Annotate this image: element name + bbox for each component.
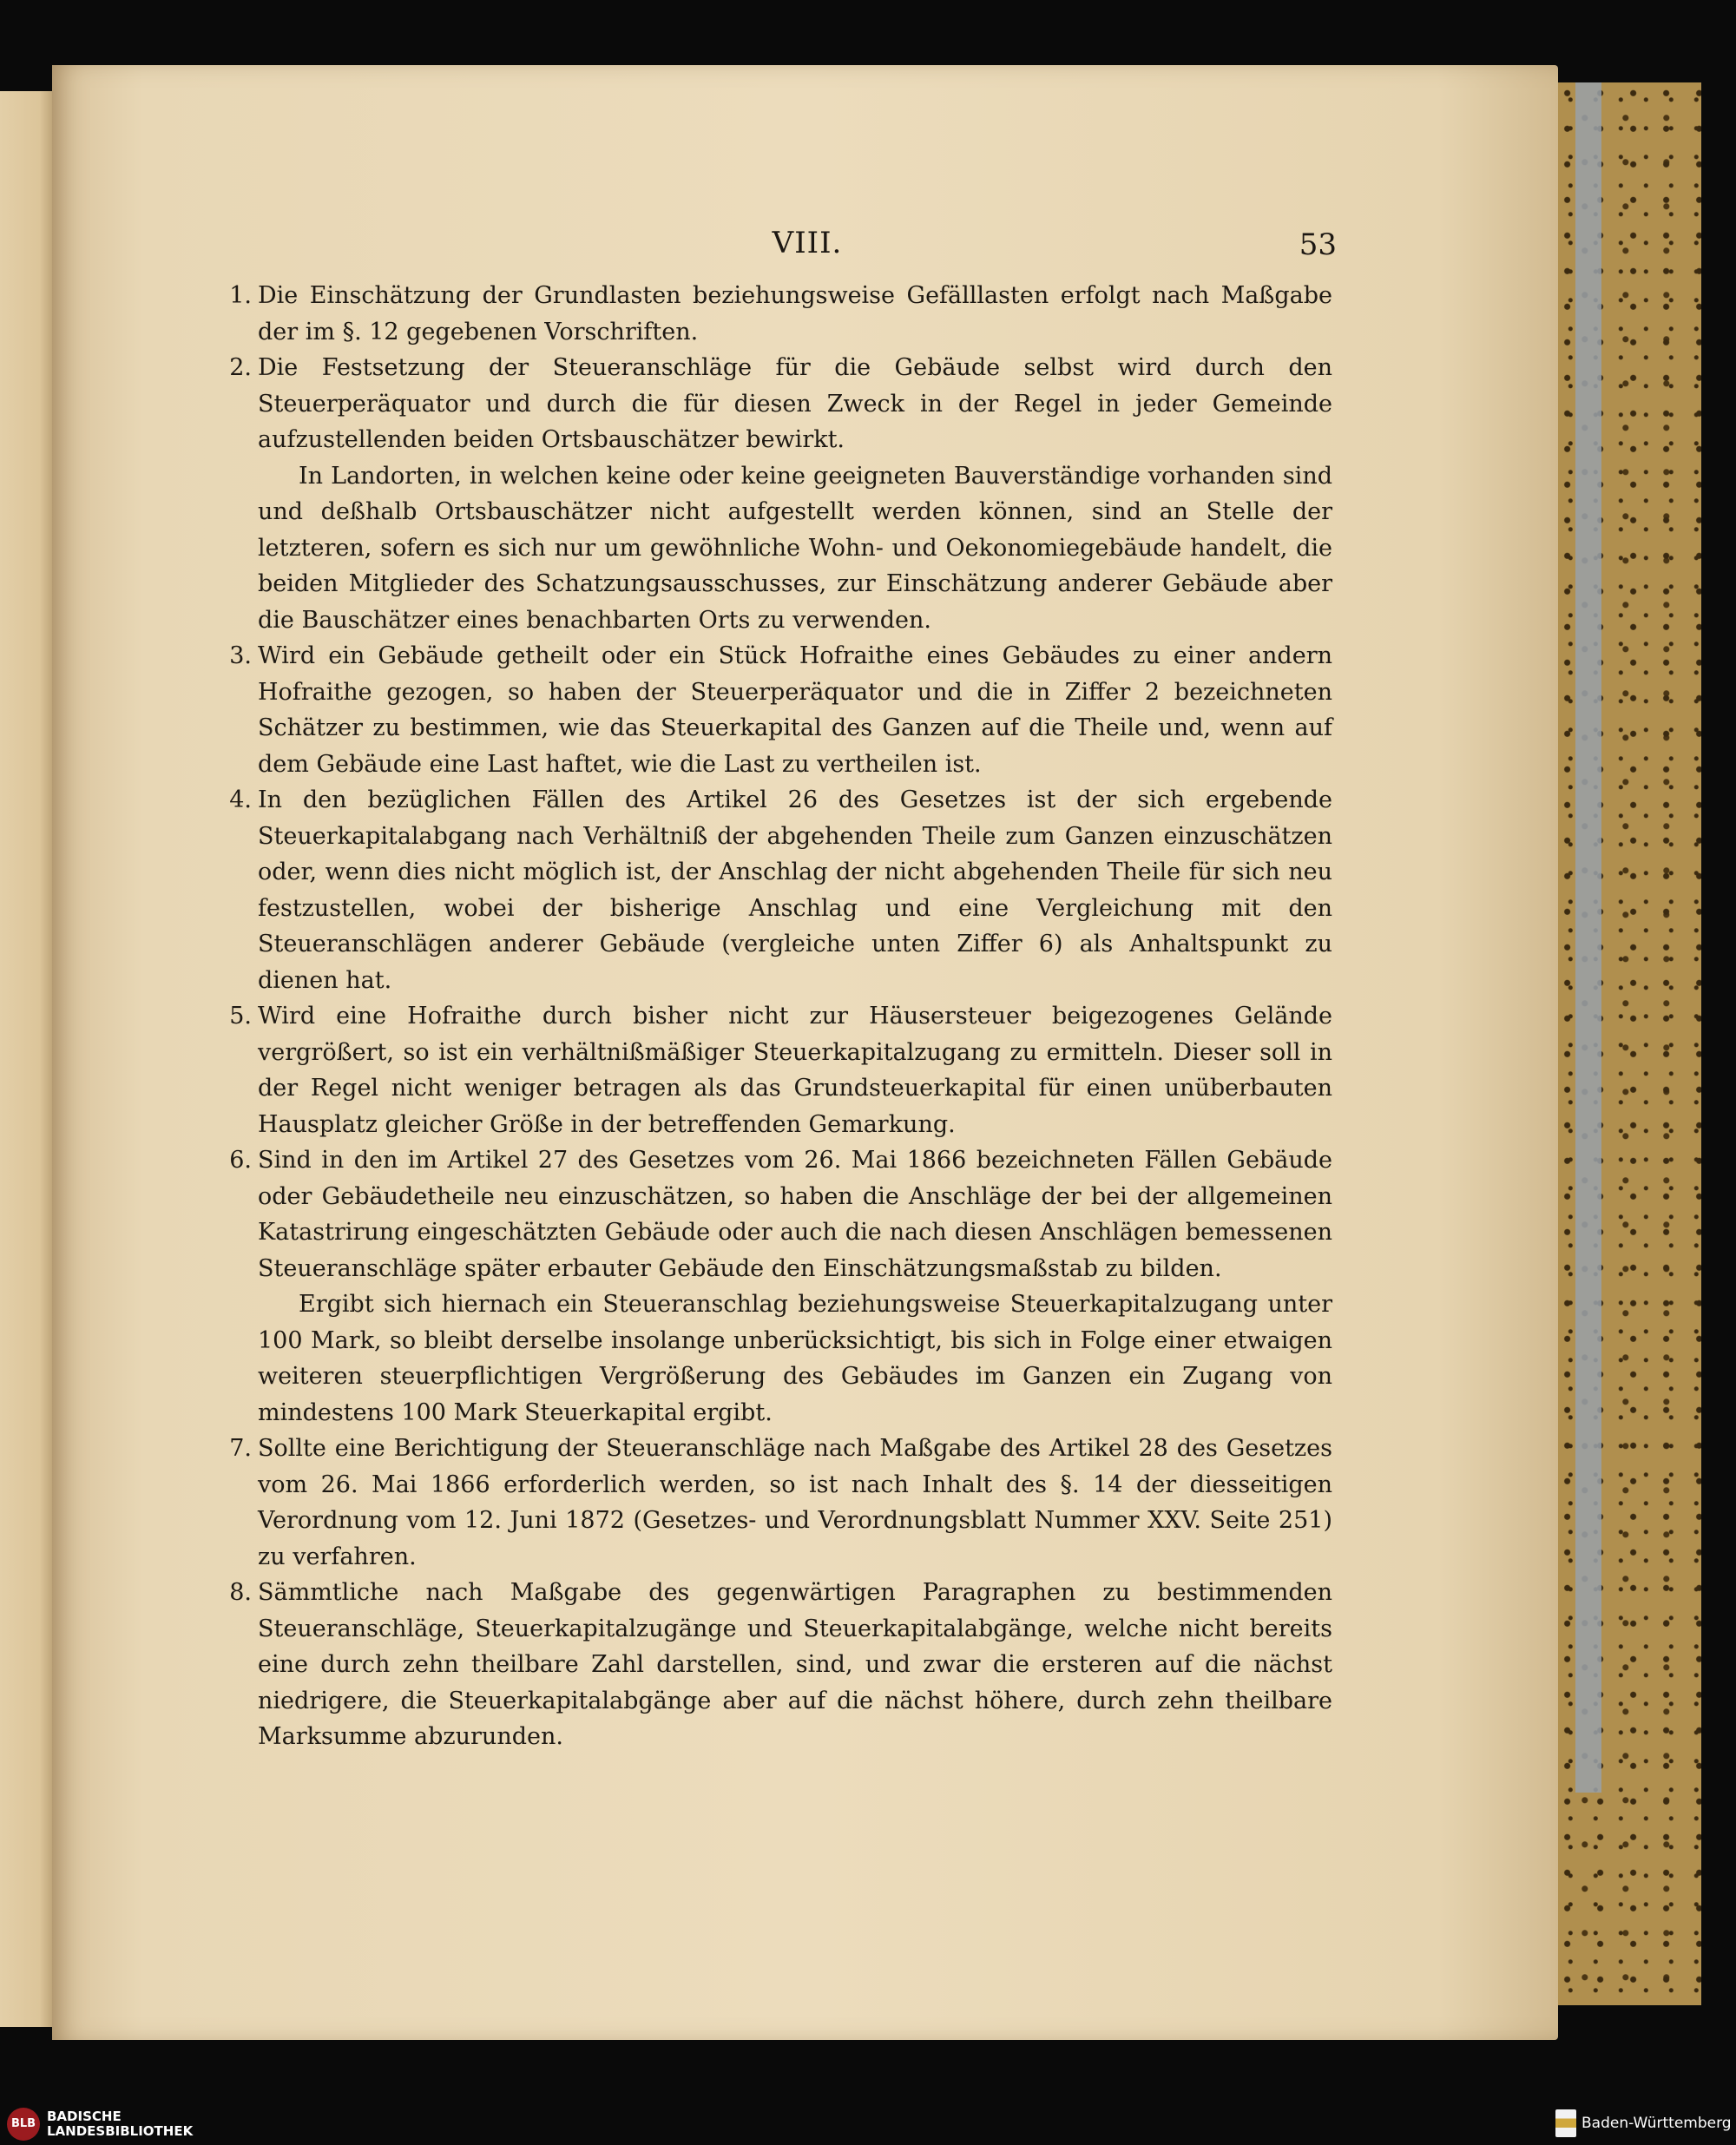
list-item-8: [217, 1575, 1332, 1755]
page-body: [217, 278, 1332, 1755]
book-cover-spine: [1575, 82, 1601, 1793]
item-text: Wird ein Gebäude getheilt oder ein Stück Hofraithe eines Gebäudes zu einer andern Hofraithe gezogen, so haben der Steuerperäquator und die in Ziffer 2 bezeichneten Schätzer zu bestimmen, wie das Steuerkapital des Ganzen auf die Theile und, wenn auf dem Gebäude eine Last haftet, wie die Last zu vertheilen ist.: [258, 642, 1332, 778]
footer-bar: [0, 2102, 1736, 2145]
item-number: 3.: [229, 642, 252, 669]
list-item-1: [217, 278, 1332, 350]
library-name[interactable]: [47, 2109, 193, 2139]
item-number: 6.: [229, 1147, 252, 1174]
section-heading: VIII.: [772, 226, 843, 260]
list-item-2: [217, 350, 1332, 458]
item-text: Sind in den im Artikel 27 des Gesetzes vom 26. Mai 1866 bezeichneten Fällen Gebäude oder Gebäudetheile neu einzuschätzen, so haben die Anschläge der bei der allgemeinen Katastrirung eingeschätzten Gebäude oder auch die nach diesen Anschlägen bemessenen Steueranschläge später erbauter Gebäude den Einschätzungsmaßstab zu bilden.: [258, 1147, 1332, 1282]
page-number: 53: [1299, 227, 1337, 262]
item-number: 2.: [229, 354, 252, 381]
paragraph-continuation: In Landorten, in welchen keine oder keine geeigneten Bauverständige vorhanden sind und deßhalb Ortsbauschätzer nicht aufgestellt werden können, sind an Stelle der letzteren, sofern es sich nur um gewöhnliche Wohn- und Oekonomiegebäude handelt, die beiden Mitglieder des Schatzungsausschusses, zur Einschätzung anderer Gebäude aber die Bauschätzer eines benachbarten Orts zu verwenden.: [258, 462, 1332, 634]
list-item-4: [217, 782, 1332, 998]
state-label[interactable]: Baden-Württemberg: [1581, 2115, 1732, 2132]
item-text: In den bezüglichen Fällen des Artikel 26 des Gesetzes ist der sich ergebende Steuerkapitalabgang nach Verhältniß der abgehenden Theile zum Ganzen einzuschätzen oder, wenn dies nicht möglich ist, der Anschlag der nicht abgehenden Theile für sich neu festzustellen, wobei der bisherige Anschlag und eine Vergleichung mit den Steueranschlägen anderer Gebäude (vergleiche unten Ziffer 6) als Anhaltspunkt zu dienen hat.: [258, 786, 1332, 994]
paragraph-continuation: Ergibt sich hiernach ein Steueranschlag beziehungsweise Steuerkapitalzugang unter 100 Mark, so bleibt derselbe insolange unberücksichtigt, bis sich in Folge einer etwaigen weiteren steuerpflichtigen Vergrößerung des Gebäudes im Ganzen ein Zugang von mindestens 100 Mark Steuerkapital ergibt.: [258, 1291, 1332, 1426]
item-text: Wird eine Hofraithe durch bisher nicht zur Häusersteuer beigezogenes Gelände vergrößert, so ist ein verhältnißmäßiger Steuerkapitalzugang zu ermitteln. Dieser soll in der Regel nicht weniger betragen als das Grundsteuerkapital für einen unüberbauten Hausplatz gleicher Größe in der betreffenden Gemarkung.: [258, 1003, 1332, 1138]
item-text: Die Einschätzung der Grundlasten beziehungsweise Gefälllasten erfolgt nach Maßgabe der im §. 12 gegebenen Vorschriften.: [258, 282, 1332, 345]
item-number: 4.: [229, 786, 252, 813]
library-name-line1: BADISCHE: [47, 2109, 122, 2124]
blb-logo-icon[interactable]: BLB: [7, 2108, 40, 2141]
list-item-5: [217, 998, 1332, 1142]
item-text: Sämmtliche nach Maßgabe des gegenwärtigen Paragraphen zu bestimmenden Steueranschläge, Steuerkapitalzugänge und Steuerkapitalabgänge, welche nicht bereits eine durch zehn theilbare Zahl darstellen, sind, und zwar die ersteren auf die nächst niedrigere, die Steuerkapitalabgänge aber auf die nächst höhere, durch zehn theilbare Marksumme abzurunden.: [258, 1579, 1332, 1750]
item-number: 8.: [229, 1579, 252, 1606]
previous-page-edge: [0, 91, 58, 2027]
item-number: 5.: [229, 1003, 252, 1030]
library-name-line2: LANDESBIBLIOTHEK: [47, 2123, 194, 2139]
item-number: 1.: [229, 282, 252, 309]
item-number: 7.: [229, 1435, 252, 1462]
item-text: Die Festsetzung der Steueranschläge für die Gebäude selbst wird durch den Steuerperäquator und durch die für diesen Zweck in der Regel in jeder Gemeinde aufzustellenden beiden Ortsbauschätzer bewirkt.: [258, 354, 1332, 453]
list-item-6: [217, 1142, 1332, 1286]
state-coat-of-arms-icon: [1555, 2109, 1576, 2137]
item-text: Sollte eine Berichtigung der Steueranschläge nach Maßgabe des Artikel 28 des Gesetzes vom 26. Mai 1866 erforderlich werden, so ist nach Inhalt des §. 14 der diesseitigen Verordnung vom 12. Juni 1872 (Gesetzes- und Verordnungsblatt Nummer XXV. Seite 251) zu verfahren.: [258, 1435, 1332, 1570]
list-item-3: [217, 638, 1332, 782]
list-item-7: [217, 1431, 1332, 1575]
